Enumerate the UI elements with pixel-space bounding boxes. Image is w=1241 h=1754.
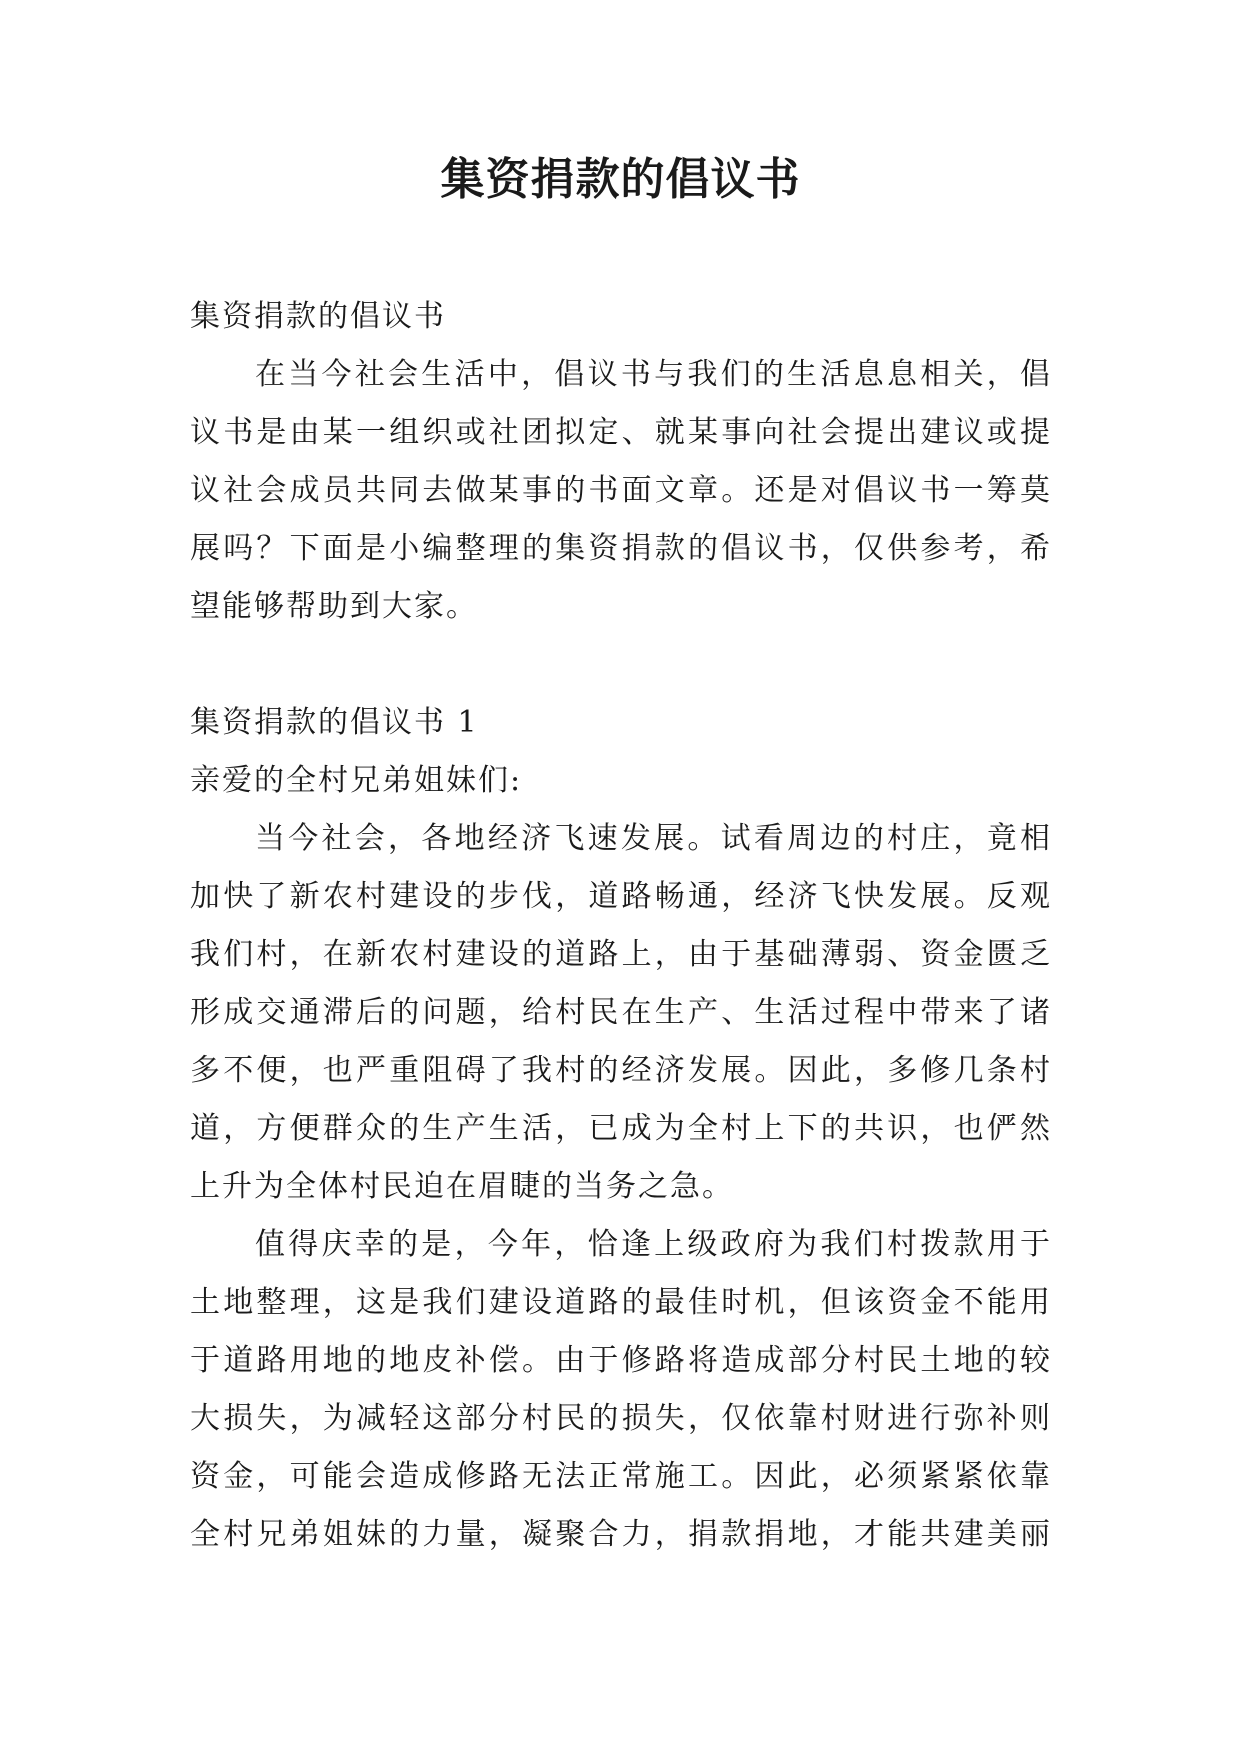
paragraph-line: 在当今社会生活中，倡议书与我们的生活息息相关，倡 — [255, 357, 1052, 392]
paragraph-line: 我们村，在新农村建设的道路上，由于基础薄弱、资金匮乏 — [190, 937, 1052, 972]
paragraph-line: 资金，可能会造成修路无法正常施工。因此，必须紧紧依靠 — [190, 1459, 1052, 1494]
paragraph-line: 上升为全体村民迫在眉睫的当务之急。 — [190, 1169, 734, 1204]
salutation: 亲爱的全村兄弟姐妹们: — [190, 763, 523, 798]
paragraph-1 — [190, 810, 1052, 1216]
document-subtitle: 集资捐款的倡议书 — [190, 299, 446, 334]
paragraph-line: 当今社会，各地经济飞速发展。试看周边的村庄，竟相 — [255, 821, 1052, 856]
paragraph-line: 于道路用地的地皮补偿。由于修路将造成部分村民土地的较 — [190, 1343, 1052, 1378]
section-heading: 集资捐款的倡议书 1 — [190, 705, 479, 740]
paragraph-line: 望能够帮助到大家。 — [190, 589, 478, 624]
paragraph-line: 大损失，为减轻这部分村民的损失，仅依靠村财进行弥补则 — [190, 1401, 1052, 1436]
paragraph-line: 值得庆幸的是，今年，恰逢上级政府为我们村拨款用于 — [255, 1227, 1052, 1262]
spacer — [190, 636, 1052, 694]
paragraph-line: 全村兄弟姐妹的力量，凝聚合力，捐款捐地，才能共建美丽 — [190, 1517, 1052, 1552]
paragraph-line: 展吗？下面是小编整理的集资捐款的倡议书，仅供参考，希 — [190, 531, 1052, 566]
paragraph-line: 形成交通滞后的问题，给村民在生产、生活过程中带来了诸 — [190, 995, 1052, 1030]
intro-paragraph — [190, 346, 1052, 636]
paragraph-line: 土地整理，这是我们建设道路的最佳时机，但该资金不能用 — [190, 1285, 1052, 1320]
paragraph-2 — [190, 1216, 1052, 1564]
document-title: 集资捐款的倡议书 — [440, 154, 801, 205]
paragraph-line: 议社会成员共同去做某事的书面文章。还是对倡议书一筹莫 — [190, 473, 1052, 508]
paragraph-line: 议书是由某一组织或社团拟定、就某事向社会提出建议或提 — [190, 415, 1052, 450]
paragraph-line: 加快了新农村建设的步伐，道路畅通，经济飞快发展。反观 — [190, 879, 1052, 914]
paragraph-line: 道，方便群众的生产生活，已成为全村上下的共识，也俨然 — [190, 1111, 1052, 1146]
document-body — [190, 288, 1052, 1564]
paragraph-line: 多不便，也严重阻碍了我村的经济发展。因此，多修几条村 — [190, 1053, 1052, 1088]
